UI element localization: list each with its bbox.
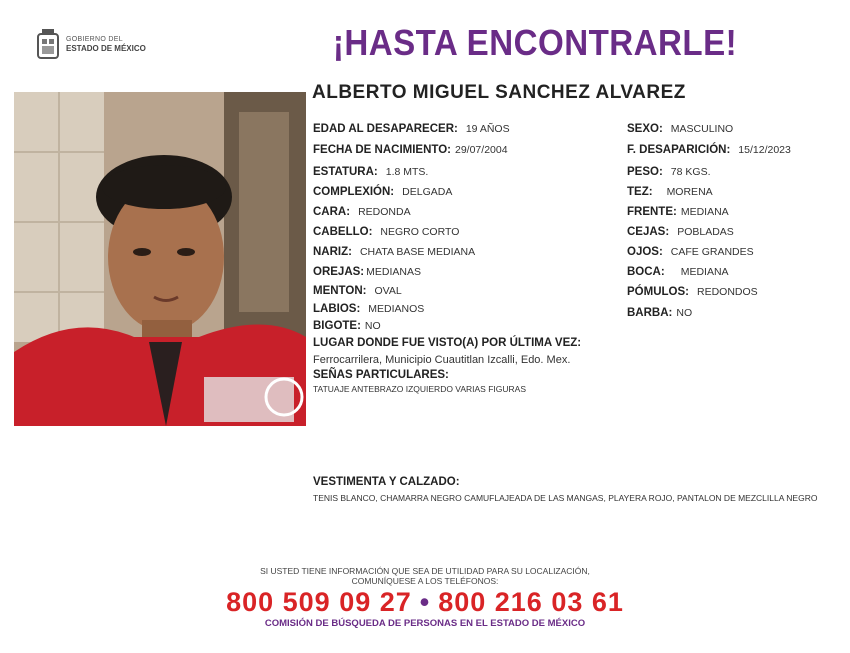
last-seen-location: Ferrocarrilera, Municipio Cuautitlan Izcalli, Edo. Mex. — [313, 354, 571, 366]
field-beard: BARBA: NO — [627, 307, 693, 319]
person-name: ALBERTO MIGUEL SANCHEZ ALVAREZ — [312, 82, 686, 103]
field-birthdate: FECHA DE NACIMIENTO: 29/07/2004 — [313, 144, 508, 156]
field-mouth: BOCA: MEDIANA — [627, 266, 729, 278]
field-face: CARA: REDONDA — [313, 206, 411, 218]
marks-value: TATUAJE ANTEBRAZO IZQUIERDO VARIAS FIGURAS — [313, 384, 526, 394]
field-mustache: BIGOTE: NO — [313, 320, 381, 332]
field-disappearance-date: F. DESAPARICIÓN: 15/12/2023 — [627, 144, 791, 156]
government-logo — [36, 28, 146, 60]
phone-separator: • — [419, 587, 431, 617]
field-sex: SEXO: MASCULINO — [627, 123, 734, 135]
field-eyes: OJOS: CAFE GRANDES — [627, 246, 754, 258]
field-forehead: FRENTE: MEDIANA — [627, 206, 729, 218]
marks-label: SEÑAS PARTICULARES: — [313, 369, 449, 381]
field-build: COMPLEXIÓN: DELGADA — [313, 186, 453, 198]
last-seen-label: LUGAR DONDE FUE VISTO(A) POR ÚLTIMA VEZ: — [313, 337, 582, 349]
clothing-label: VESTIMENTA Y CALZADO: — [313, 476, 460, 488]
phone-numbers — [0, 587, 850, 618]
field-cheekbones: PÓMULOS: REDONDOS — [627, 286, 758, 298]
missing-person-photo — [14, 92, 306, 426]
field-skin: TEZ: MORENA — [627, 186, 713, 198]
field-age: EDAD AL DESAPARECER: 19 AÑOS — [313, 123, 510, 135]
field-weight: PESO: 78 KGS. — [627, 166, 711, 178]
field-ears: OREJAS: MEDIANAS — [313, 266, 421, 278]
logo-line1: GOBIERNO DEL — [66, 36, 123, 43]
field-chin: MENTON: OVAL — [313, 285, 402, 297]
clothing-value: TENIS BLANCO, CHAMARRA NEGRO CAMUFLAJEADA DE LAS MANGAS, PLAYERA ROJO, PANTALON DE MEZCLILLA NEGRO — [313, 493, 818, 503]
field-eyebrows: CEJAS: POBLADAS — [627, 226, 734, 238]
phone-1[interactable]: 800 509 09 27 — [226, 587, 412, 617]
info-line1: SI USTED TIENE INFORMACIÓN QUE SEA DE UTILIDAD PARA SU LOCALIZACIÓN, — [260, 566, 590, 576]
coat-of-arms-icon — [36, 28, 60, 60]
info-line2: COMUNÍQUESE A LOS TELÉFONOS: — [351, 576, 499, 586]
field-hair: CABELLO: NEGRO CORTO — [313, 226, 460, 238]
phone-2[interactable]: 800 216 03 61 — [438, 587, 624, 617]
field-nose: NARIZ: CHATA BASE MEDIANA — [313, 246, 476, 258]
field-lips: LABIOS: MEDIANOS — [313, 303, 425, 315]
headline: ¡HASTA ENCONTRARLE! — [332, 22, 738, 63]
logo-line2: ESTADO DE MÉXICO — [66, 44, 146, 53]
field-height: ESTATURA: 1.8 MTS. — [313, 166, 429, 178]
commission-name: COMISIÓN DE BÚSQUEDA DE PERSONAS EN EL ESTADO DE MÉXICO — [264, 618, 586, 629]
